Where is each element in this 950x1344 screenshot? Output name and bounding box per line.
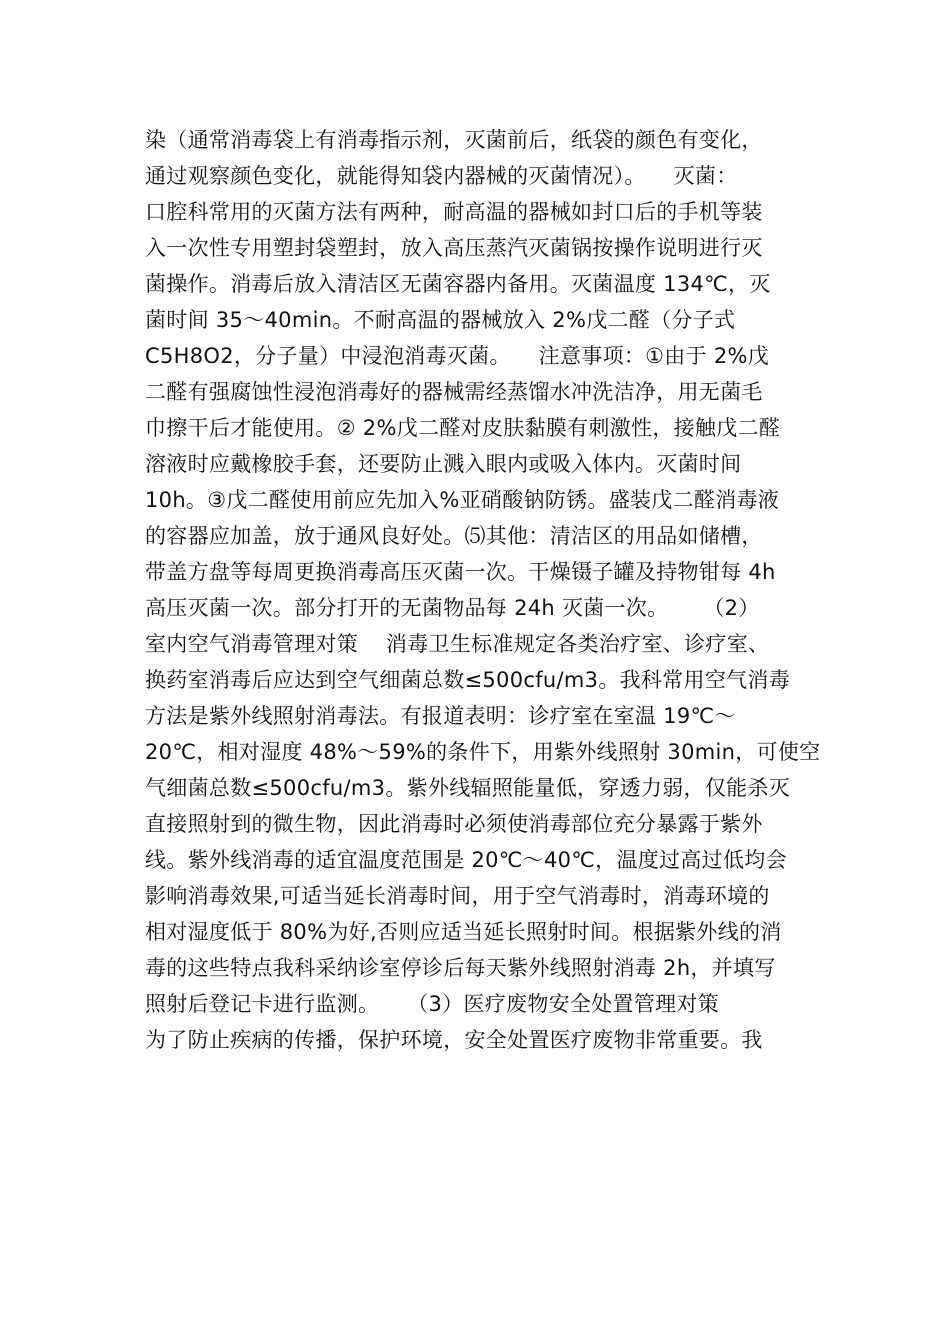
text-line-26: 为了防止疾病的传播，保护环境，安全处置医疗废物非常重要。我 <box>145 1028 763 1052</box>
text-line-20: 直接照射到的微生物，因此消毒时必须使消毒部位充分暴露于紫外 <box>145 812 763 836</box>
text-line-24: 毒的这些特点我科采纳诊室停诊后每天紫外线照射消毒 2h，并填写 <box>145 956 776 980</box>
text-line-4: 入一次性专用塑封袋塑封，放入高压蒸汽灭菌锅按操作说明进行灭 <box>145 236 763 260</box>
text-line-14: 高压灭菌一次。部分打开的无菌物品每 24h 灭菌一次。 （2） <box>145 596 760 620</box>
text-line-12: 的容器应加盖，放于通风良好处。⑸其他：清洁区的用品如储槽， <box>145 524 763 548</box>
text-line-1: 染（通常消毒袋上有消毒指示剂，灭菌前后，纸袋的颜色有变化， <box>145 128 763 152</box>
text-line-16: 换药室消毒后应达到空气细菌总数≤500cfu/m3。我科常用空气消毒 <box>145 668 791 692</box>
text-line-7: C5H8O2，分子量）中浸泡消毒灭菌。 注意事项：①由于 2%戊 <box>145 344 770 368</box>
text-line-18: 20℃，相对湿度 48%～59%的条件下，用紫外线照射 30min，可使空 <box>145 740 821 764</box>
text-line-23: 相对湿度低于 80%为好,否则应适当延长照射时间。根据紫外线的消 <box>145 920 782 944</box>
text-line-15: 室内空气消毒管理对策 消毒卫生标准规定各类治疗室、诊疗室、 <box>145 632 770 656</box>
text-line-2: 通过观察颜色变化，就能得知袋内器械的灭菌情况）。 灭菌： <box>145 164 738 188</box>
text-line-11: 10h。③戊二醛使用前应先加入%亚硝酸钠防锈。盛装戊二醛消毒液 <box>145 488 780 512</box>
text-line-5: 菌操作。消毒后放入清洁区无菌容器内备用。灭菌温度 134℃，灭 <box>145 272 771 296</box>
text-line-25: 照射后登记卡进行监测。 （3）医疗废物安全处置管理对策 <box>145 992 720 1016</box>
text-line-9: 巾擦干后才能使用。② 2%戊二醛对皮肤黏膜有刺激性，接触戊二醛 <box>145 416 781 440</box>
text-line-21: 线。紫外线消毒的适宜温度范围是 20℃～40℃，温度过高过低均会 <box>145 848 787 872</box>
text-line-10: 溶液时应戴橡胶手套，还要防止溅入眼内或吸入体内。灭菌时间 <box>145 452 742 476</box>
document-body <box>145 122 821 1058</box>
text-line-8: 二醛有强腐蚀性浸泡消毒好的器械需经蒸馏水冲洗洁净，用无菌毛 <box>145 380 763 404</box>
text-line-19: 气细菌总数≤500cfu/m3。紫外线辐照能量低，穿透力弱，仅能杀灭 <box>145 776 791 800</box>
text-line-6: 菌时间 35～40min。不耐高温的器械放入 2%戊二醛（分子式 <box>145 308 736 332</box>
text-line-13: 带盖方盘等每周更换消毒高压灭菌一次。干燥镊子罐及持物钳每 4h <box>145 560 776 584</box>
text-line-17: 方法是紫外线照射消毒法。有报道表明：诊疗室在室温 19℃～ <box>145 704 736 728</box>
text-line-3: 口腔科常用的灭菌方法有两种，耐高温的器械如封口后的手机等装 <box>145 200 763 224</box>
text-line-22: 影响消毒效果,可适当延长消毒时间，用于空气消毒时，消毒环境的 <box>145 884 770 908</box>
